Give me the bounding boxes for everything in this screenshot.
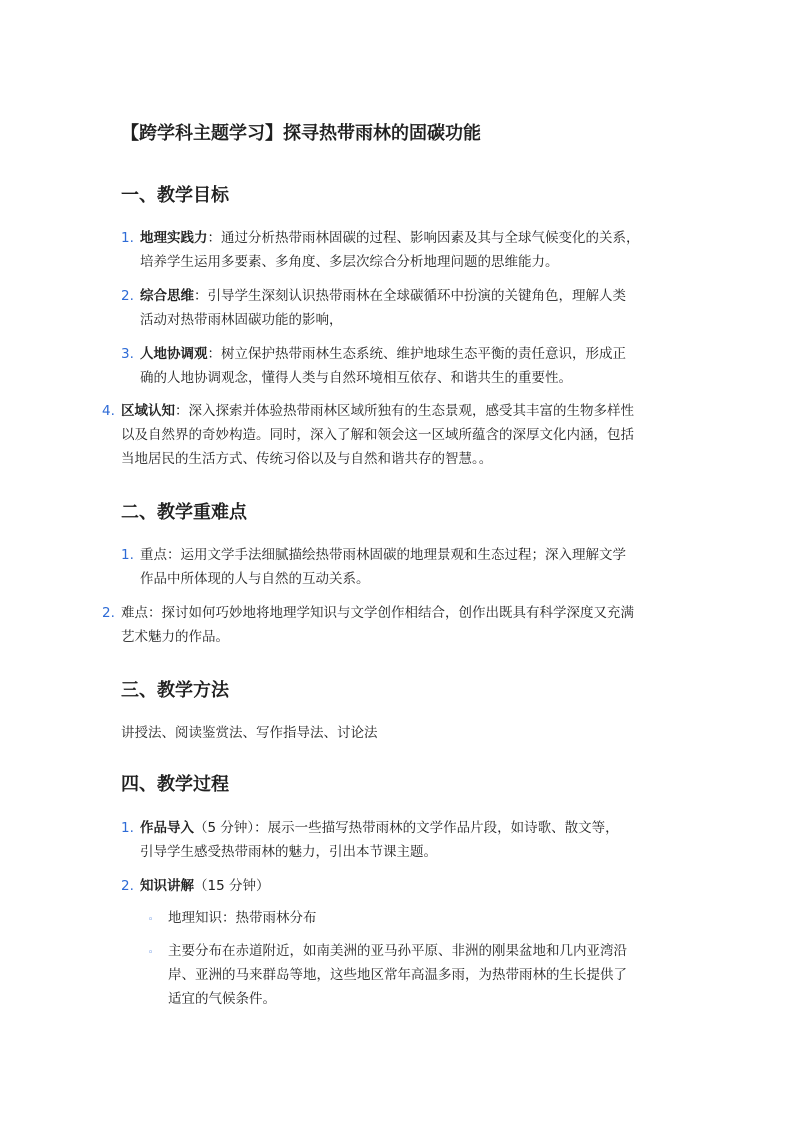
- process-text-line: 引导学生感受热带雨林的魅力，引出本节课主题。: [140, 844, 437, 860]
- section-heading-keypoints: 二、教学重难点: [121, 502, 247, 523]
- keypoint-text-line: 艺术魅力的作品。: [121, 629, 229, 645]
- process-text-line: （5 分钟）：展示一些描写热带雨林的文学作品片段，如诗歌、散文等，: [194, 820, 619, 836]
- goal-text-line: ：树立保护热带雨林生态系统、维护地球生态平衡的责任意识，形成正: [207, 346, 626, 362]
- goal-text-line: 培养学生运用多要素、多角度、多层次综合分析地理问题的思维能力。: [140, 254, 559, 270]
- keypoint-text-line: 重点：运用文学手法细腻描绘热带雨林固碳的地理景观和生态过程；深入理解文学: [140, 547, 626, 563]
- process-text-line: （15 分钟）: [194, 878, 270, 894]
- subitem-text-line: 岸、亚洲的马来群岛等地，这些地区常年高温多雨，为热带雨林的生长提供了: [168, 967, 627, 983]
- goal-label: 综合思维: [140, 288, 194, 304]
- goal-text-line: 以及自然界的奇妙构造。同时，深入了解和领会这一区域所蕴含的深厚文化内涵，包括: [121, 427, 634, 443]
- goal-item-2: [121, 284, 680, 332]
- list-number: 1.: [121, 820, 134, 836]
- process-label: 知识讲解: [140, 878, 194, 894]
- process-item-1: [121, 816, 680, 864]
- goal-label: 地理实践力: [140, 230, 208, 246]
- process-label: 作品导入: [140, 820, 194, 836]
- goal-label: 区域认知: [121, 403, 175, 419]
- goal-item-1: [121, 226, 680, 274]
- list-number: 2.: [121, 288, 134, 304]
- list-number: 1.: [121, 230, 134, 246]
- list-number: 2.: [121, 878, 134, 894]
- list-number: 2.: [102, 605, 115, 621]
- methods-text: 讲授法、阅读鉴赏法、写作指导法、讨论法: [121, 725, 378, 741]
- keypoint-text-line: 难点：探讨如何巧妙地将地理学知识与文学创作相结合，创作出既具有科学深度又充满: [121, 605, 634, 621]
- keypoint-text-line: 作品中所体现的人与自然的互动关系。: [140, 571, 370, 587]
- section-heading-methods: 三、教学方法: [121, 680, 229, 701]
- bullet-icon: ◦: [148, 948, 154, 958]
- goal-text-line: 当地居民的生活方式、传统习俗以及与自然和谐共存的智慧。。: [121, 451, 493, 467]
- keypoint-item-2: [102, 601, 681, 649]
- process-subitem-2: [148, 939, 680, 1011]
- goal-label: 人地协调观: [140, 346, 208, 362]
- section-heading-process: 四、教学过程: [121, 774, 229, 795]
- subitem-text-line: 适宜的气候条件。: [168, 991, 276, 1007]
- list-number: 4.: [102, 403, 115, 419]
- list-number: 1.: [121, 547, 134, 563]
- goal-text-line: ：引导学生深刻认识热带雨林在全球碳循环中扮演的关键角色，理解人类: [194, 288, 626, 304]
- goal-item-4: [102, 399, 681, 471]
- keypoint-item-1: [121, 543, 680, 591]
- subitem-text-line: 主要分布在赤道附近，如南美洲的亚马孙平原、非洲的刚果盆地和几内亚湾沿: [168, 943, 627, 959]
- process-subitem-1: [148, 906, 680, 930]
- goal-text-line: 确的人地协调观念，懂得人类与自然环境相互依存、和谐共生的重要性。: [140, 370, 572, 386]
- subitem-text-line: 地理知识：热带雨林分布: [168, 910, 317, 926]
- section-heading-goals: 一、教学目标: [121, 185, 229, 206]
- goal-item-3: [121, 342, 680, 390]
- process-item-2: [121, 874, 680, 898]
- goal-text-line: ：通过分析热带雨林固碳的过程、影响因素及其与全球气候变化的关系，: [207, 230, 640, 246]
- goal-text-line: 活动对热带雨林固碳功能的影响，: [140, 312, 343, 328]
- document-title: 【跨学科主题学习】探寻热带雨林的固碳功能: [121, 123, 481, 144]
- list-number: 3.: [121, 346, 134, 362]
- bullet-icon: ◦: [148, 915, 154, 925]
- goal-text-line: ：深入探索并体验热带雨林区域所独有的生态景观，感受其丰富的生物多样性: [175, 403, 634, 419]
